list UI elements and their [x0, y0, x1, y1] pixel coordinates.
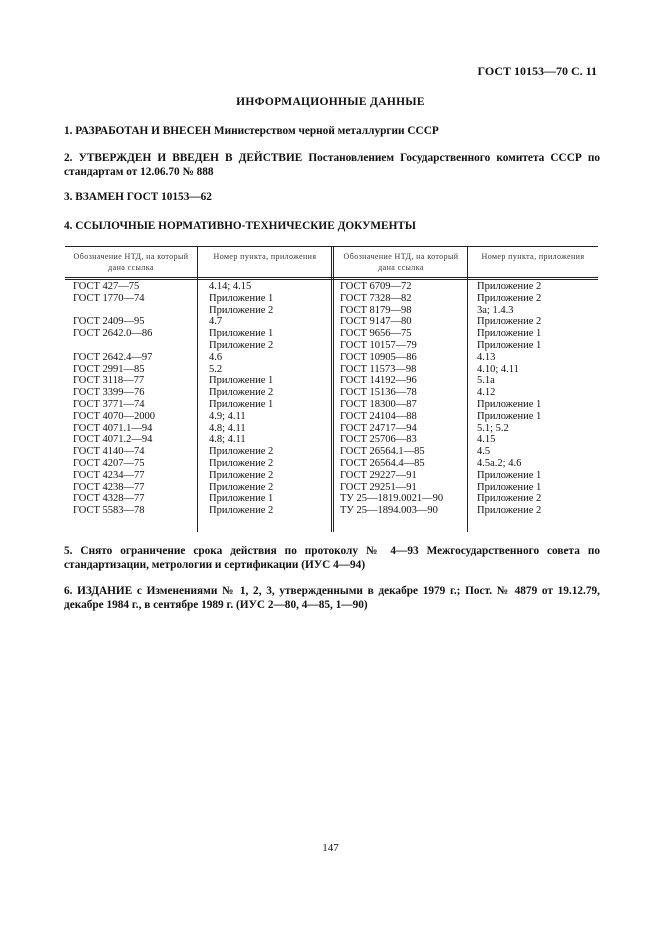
- item-3: 3. ВЗАМЕН ГОСТ 10153—62: [64, 191, 212, 203]
- designation-cell: ГОСТ 14192—96: [340, 375, 417, 387]
- item-number-cell: Приложение 2: [477, 493, 542, 505]
- table-row: [65, 411, 598, 423]
- table-row: [65, 387, 598, 399]
- item-number-cell: Приложение 2: [209, 505, 274, 517]
- table-row: [65, 434, 598, 446]
- table-row: [65, 505, 598, 517]
- item-number-cell: 4.12: [477, 387, 496, 399]
- item-number-cell: Приложение 1: [209, 375, 274, 387]
- header-designation: Обозначение НТД, на который дана ссылка: [343, 252, 459, 272]
- designation-cell: ГОСТ 9147—80: [340, 316, 412, 328]
- designation-cell: ГОСТ 24717—94: [340, 422, 417, 434]
- designation-cell: ГОСТ 1770—74: [73, 292, 145, 304]
- designation-cell: ГОСТ 9656—75: [340, 328, 412, 340]
- item-number-cell: Приложение 2: [209, 339, 274, 351]
- item-2-lead: 2. УТВЕРЖДЕН И ВВЕДЕН В ДЕЙСТВИЕ: [64, 152, 303, 164]
- table-row: [65, 446, 598, 458]
- item-number-cell: 4.9; 4.11: [209, 410, 246, 422]
- designation-cell: ГОСТ 6709—72: [340, 281, 412, 292]
- item-5: 5. Снято ограничение срока действия по протоколу № 4—93 Межгосударственного совета по стандартизации, метрологии и сертификации (ИУС 4—94): [64, 545, 600, 571]
- table-row: [65, 458, 598, 470]
- item-number-cell: 5.2: [209, 363, 223, 375]
- header-item-number: Номер пункта, приложения: [481, 252, 585, 261]
- item-2-text: Постановлением Государственного комитета СССР по стандартам от 12.06.70 № 888: [64, 152, 601, 178]
- item-number-cell: 4.13: [477, 351, 496, 363]
- designation-cell: ГОСТ 26564.1—85: [340, 446, 425, 458]
- designation-cell: ГОСТ 18300—87: [340, 398, 417, 410]
- designation-cell: ГОСТ 24104—88: [340, 410, 417, 422]
- item-number-cell: Приложение 2: [209, 481, 274, 493]
- item-number-cell: 4.10; 4.11: [477, 363, 519, 375]
- references-table: [65, 246, 598, 532]
- item-number-cell: Приложение 2: [209, 469, 274, 481]
- designation-cell: ГОСТ 10905—86: [340, 351, 417, 363]
- item-number-cell: Приложение 1: [477, 481, 542, 493]
- table-body: [65, 281, 598, 517]
- table-row: [65, 399, 598, 411]
- designation-cell: ГОСТ 4328—77: [73, 493, 145, 505]
- item-number-cell: 4.8; 4.11: [209, 422, 246, 434]
- designation-cell: ГОСТ 29251—91: [340, 481, 417, 493]
- item-2: [64, 151, 600, 179]
- designation-cell: ГОСТ 25706—83: [340, 434, 417, 446]
- item-number-cell: 4.6: [209, 351, 223, 363]
- designation-cell: ГОСТ 4238—77: [73, 481, 145, 493]
- item-number-cell: Приложение 1: [477, 328, 542, 340]
- item-number-cell: Приложение 2: [477, 292, 542, 304]
- table-row: [65, 340, 598, 352]
- header-item-number: Номер пункта, приложения: [213, 252, 317, 261]
- designation-cell: ГОСТ 10157—79: [340, 339, 417, 351]
- item-number-cell: Приложение 1: [477, 469, 542, 481]
- designation-cell: ГОСТ 5583—78: [73, 505, 145, 517]
- item-number-cell: Приложение 1: [477, 410, 542, 422]
- designation-cell: ГОСТ 427—75: [73, 281, 140, 292]
- designation-cell: ГОСТ 4070—2000: [73, 410, 156, 422]
- designation-cell: ТУ 25—1894.003—90: [340, 505, 438, 517]
- item-number-cell: 4.7: [209, 316, 223, 328]
- item-number-cell: 4.8; 4.11: [209, 434, 246, 446]
- designation-cell: ГОСТ 8179—98: [340, 304, 412, 316]
- item-6: 6. ИЗДАНИЕ с Изменениями № 1, 2, 3, утвержденными в декабре 1979 г.; Пост. № 4879 от 19.12.79, декабре 1984 г., в сентябре 1989 г. (ИУС 2—80, 4—85, 1—90): [64, 585, 600, 611]
- table-row: [65, 293, 598, 305]
- designation-cell: ГОСТ 2642.4—97: [73, 351, 153, 363]
- page-number: 147: [322, 842, 339, 854]
- item-number-cell: Приложение 2: [477, 316, 542, 328]
- item-number-cell: 4.5: [477, 446, 491, 458]
- designation-cell: ГОСТ 3118—77: [73, 375, 145, 387]
- item-1-lead: 1. РАЗРАБОТАН И ВНЕСЕН: [64, 125, 212, 137]
- item-4: 4. ССЫЛОЧНЫЕ НОРМАТИВНО-ТЕХНИЧЕСКИЕ ДОКУМЕНТЫ: [64, 220, 416, 232]
- item-number-cell: 4.15: [477, 434, 496, 446]
- table-row: [65, 482, 598, 494]
- item-1-text: Министерством черной металлургии СССР: [211, 125, 439, 137]
- item-number-cell: Приложение 1: [209, 292, 274, 304]
- header-divider: [65, 277, 598, 280]
- table-row: [65, 493, 598, 505]
- item-number-cell: Приложение 2: [209, 457, 274, 469]
- item-number-cell: Приложение 1: [477, 398, 542, 410]
- table-row: [65, 375, 598, 387]
- designation-cell: ГОСТ 2991—85: [73, 363, 145, 375]
- designation-cell: ГОСТ 11573—98: [340, 363, 417, 375]
- item-1: [64, 124, 600, 138]
- table-row: [65, 423, 598, 435]
- designation-cell: ГОСТ 29227—91: [340, 469, 417, 481]
- item-number-cell: Приложение 1: [209, 328, 274, 340]
- designation-cell: ГОСТ 3399—76: [73, 387, 145, 399]
- designation-cell: ГОСТ 2409—95: [73, 316, 145, 328]
- item-number-cell: Приложение 1: [209, 398, 274, 410]
- designation-cell: ГОСТ 2642.0—86: [73, 328, 153, 340]
- designation-cell: ГОСТ 4071.1—94: [73, 422, 153, 434]
- item-number-cell: Приложение 2: [477, 505, 542, 517]
- designation-cell: ГОСТ 4234—77: [73, 469, 145, 481]
- table-row: [65, 328, 598, 340]
- table-row: [65, 316, 598, 328]
- table-row: [65, 352, 598, 364]
- item-number-cell: Приложение 1: [477, 339, 542, 351]
- table-row: [65, 470, 598, 482]
- designation-cell: ГОСТ 26564.4—85: [340, 457, 425, 469]
- table-row: [65, 364, 598, 376]
- designation-cell: ТУ 25—1819.0021—90: [340, 493, 444, 505]
- section-title: ИНФОРМАЦИОННЫЕ ДАННЫЕ: [236, 96, 425, 108]
- table-row: [65, 281, 598, 293]
- designation-cell: ГОСТ 4207—75: [73, 457, 145, 469]
- item-number-cell: Приложение 2: [209, 304, 274, 316]
- item-number-cell: Приложение 1: [209, 493, 274, 505]
- designation-cell: ГОСТ 3771—74: [73, 398, 145, 410]
- designation-cell: ГОСТ 7328—82: [340, 292, 412, 304]
- designation-cell: ГОСТ 4071.2—94: [73, 434, 153, 446]
- item-number-cell: 4.5а.2; 4.6: [477, 457, 522, 469]
- item-number-cell: Приложение 2: [209, 446, 274, 458]
- header-designation: Обозначение НТД, на который дана ссылка: [73, 252, 189, 272]
- designation-cell: ГОСТ 15136—78: [340, 387, 417, 399]
- item-number-cell: 3а; 1.4.3: [477, 304, 514, 316]
- table-row: [65, 305, 598, 317]
- item-number-cell: Приложение 2: [477, 281, 542, 292]
- running-header: ГОСТ 10153—70 С. 11: [477, 64, 597, 78]
- item-number-cell: 5.1а: [477, 375, 495, 387]
- item-number-cell: 5.1; 5.2: [477, 422, 509, 434]
- item-number-cell: Приложение 2: [209, 387, 274, 399]
- designation-cell: ГОСТ 4140—74: [73, 446, 145, 458]
- item-number-cell: 4.14; 4.15: [209, 281, 252, 292]
